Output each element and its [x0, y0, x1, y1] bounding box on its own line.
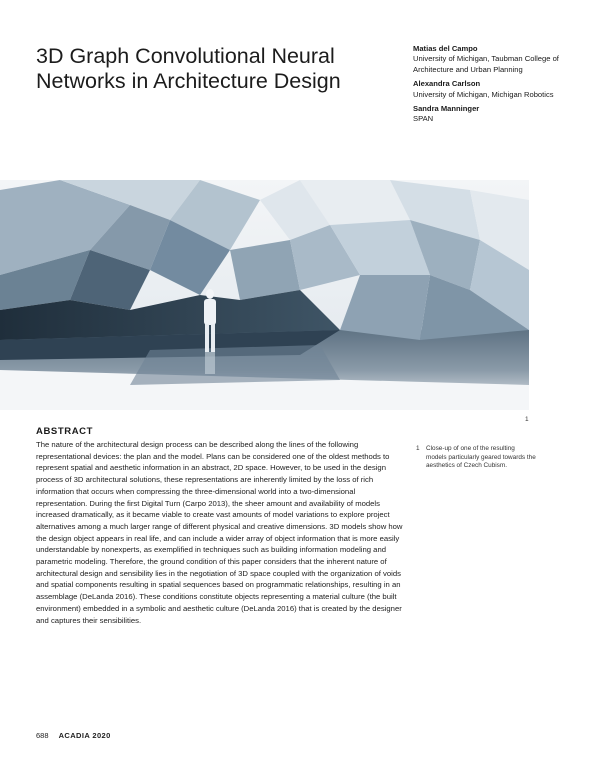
page-footer	[36, 731, 111, 740]
caption-number: 1	[416, 445, 420, 452]
hero-figure-image	[0, 180, 529, 410]
abstract-heading: ABSTRACT	[36, 426, 94, 437]
figure-caption	[416, 445, 536, 471]
caption-text: Close-up of one of the resulting models particularly geared towards the aesthetics of Czech Cubism.	[426, 445, 536, 470]
author-affiliation: SPAN	[413, 114, 434, 124]
author-block	[413, 79, 583, 100]
author-name: Sandra Manninger	[413, 104, 480, 114]
figure-number: 1	[525, 416, 529, 423]
author-name: Alexandra Carlson	[413, 79, 481, 89]
abstract-body: The nature of the architectural design process can be described along the lines of the following representational devices: the plan and the model. Plans can be considered one of the oldest methods to represent spatial and aesthetic information in an abstract, 2D space. However, to be used in the design process of 3D architectural solutions, these representations are inherently limited by the loss of rich information that occurs when compressing the three-dimensional world into a two-dimensional representation. During the first Digital Turn (Carpo 2013), the sheer amount and availability of models increased dramatically, as it became viable to create vast amounts of model variations to explore project alternatives among a much larger range of different physical and creative dimensions. 3D models show how the design object appears in real life, and can include a wider array of object information that is more easily understandable by nonexperts, as exemplified in techniques such as building information modeling and parametric modeling. Therefore, the ground condition of this paper considers that the inherent nature of architectural design and sensibility lies in the negotiation of 3D space coupled with the organization of voids and spatial components resulting in spatial sequences based on programmatic relationships, resulting in an assemblage (DeLanda 2016). These conditions constitute objects representing a material culture (the built environment) embedded in a symbolic and aesthetic culture (DeLanda 2016) that is created by the designer and captures their sensibilities.	[36, 440, 403, 625]
author-list	[413, 44, 583, 129]
conference-name: ACADIA 2020	[58, 731, 111, 740]
author-affiliation: University of Michigan, Taubman College of Architecture and Urban Planning	[413, 54, 559, 74]
author-block	[413, 44, 583, 75]
author-block	[413, 104, 583, 125]
page-number: 688	[36, 731, 49, 740]
paper-title: 3D Graph Convolutional Neural Networks in Architecture Design	[36, 44, 341, 93]
author-name: Matias del Campo	[413, 44, 478, 53]
author-affiliation: University of Michigan, Michigan Robotics	[413, 89, 554, 99]
